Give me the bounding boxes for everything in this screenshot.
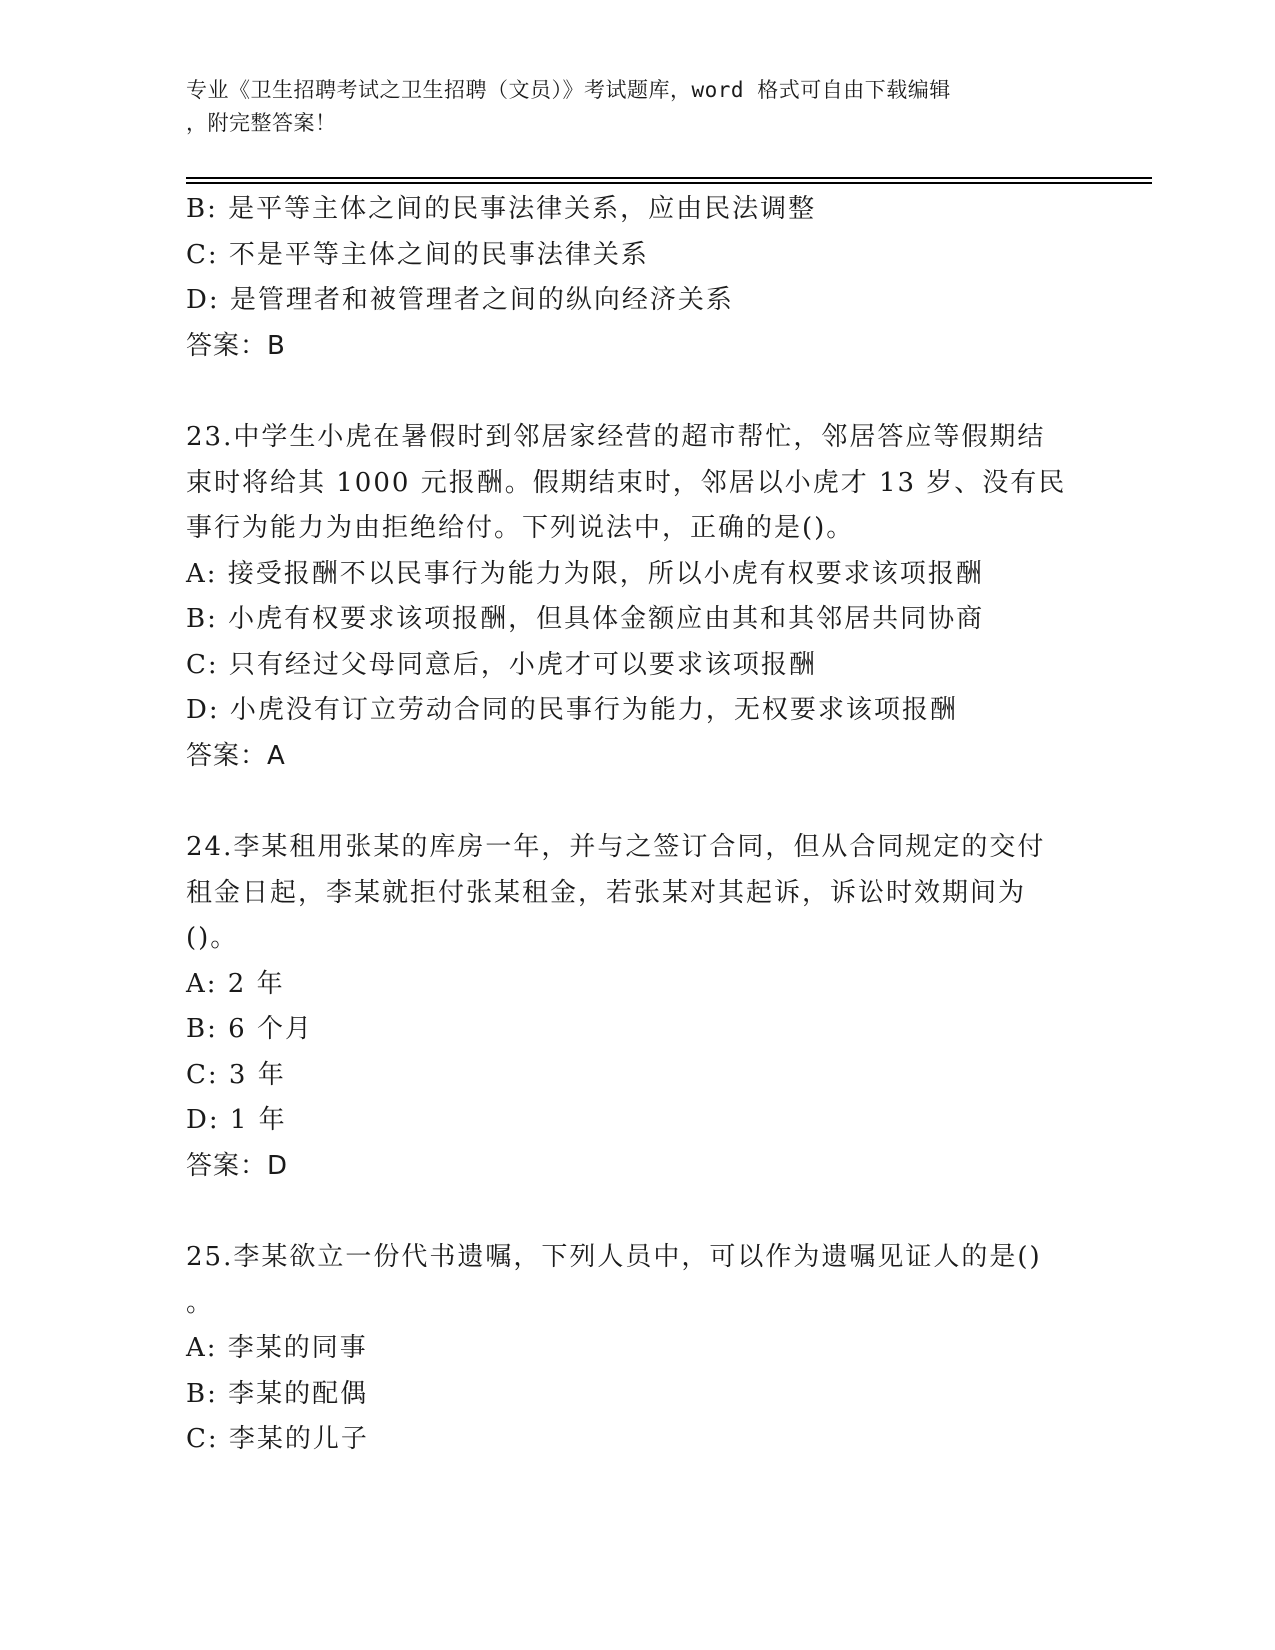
- header-line-2: ，附完整答案！: [186, 111, 337, 135]
- option-a: A: 李某的同事: [186, 1333, 368, 1363]
- option-b: B: 李某的配偶: [186, 1378, 369, 1409]
- header-divider-top: [186, 177, 1152, 179]
- question-stem-line: 。: [186, 1287, 215, 1318]
- option-c: C: 3 年: [186, 1059, 286, 1090]
- header-divider-bottom: [186, 182, 1152, 184]
- question-stem-line: ()。: [186, 923, 239, 953]
- question-stem-line: 租金日起，李某就拒付张某租金，若张某对其起诉，诉讼时效期间为: [186, 877, 1027, 908]
- option-d: D: 1 年: [186, 1105, 287, 1135]
- option-d: D: 小虎没有订立劳动合同的民事行为能力，无权要求该项报酬: [186, 695, 958, 725]
- option-a: A: 2 年: [186, 968, 285, 999]
- answer-line: 答案：A: [186, 740, 286, 771]
- option-d: D: 是管理者和被管理者之间的纵向经济关系: [186, 285, 734, 315]
- option-b: B: 小虎有权要求该项报酬，但具体金额应由其和其邻居共同协商: [186, 604, 985, 634]
- answer-line: 答案：D: [186, 1150, 289, 1181]
- document-header: [186, 74, 1066, 140]
- option-c: C: 李某的儿子: [186, 1424, 369, 1454]
- option-c: C: 不是平等主体之间的民事法律关系: [186, 239, 649, 270]
- question-25: [186, 1235, 1086, 1463]
- option-a: A: 接受报酬不以民事行为能力为限，所以小虎有权要求该项报酬: [186, 558, 984, 589]
- answer-line: 答案：B: [186, 330, 286, 361]
- question-stem-line: 事行为能力为由拒绝给付。下列说法中，正确的是()。: [186, 513, 855, 543]
- option-b: B: 是平等主体之间的民事法律关系，应由民法调整: [186, 194, 817, 224]
- question-stem-line: 24.李某租用张某的库房一年，并与之签订合同，但从合同规定的交付: [186, 832, 1046, 862]
- option-b: B: 6 个月: [186, 1014, 313, 1044]
- question-24: [186, 825, 1086, 1189]
- question-23: [186, 415, 1086, 779]
- previous-question-tail: [186, 187, 1086, 369]
- question-stem-line: 25.李某欲立一份代书遗嘱，下列人员中，可以作为遗嘱见证人的是(): [186, 1242, 1042, 1272]
- question-stem-line: 23.中学生小虎在暑假时到邻居家经营的超市帮忙，邻居答应等假期结: [186, 422, 1046, 452]
- question-list: [186, 187, 1086, 1463]
- option-c: C: 只有经过父母同意后，小虎才可以要求该项报酬: [186, 649, 817, 680]
- header-line-1: 专业《卫生招聘考试之卫生招聘（文员）》考试题库，word 格式可自由下载编辑: [186, 78, 951, 102]
- question-stem-line: 束时将给其 1000 元报酬。假期结束时，邻居以小虎才 13 岁、没有民: [186, 467, 1067, 498]
